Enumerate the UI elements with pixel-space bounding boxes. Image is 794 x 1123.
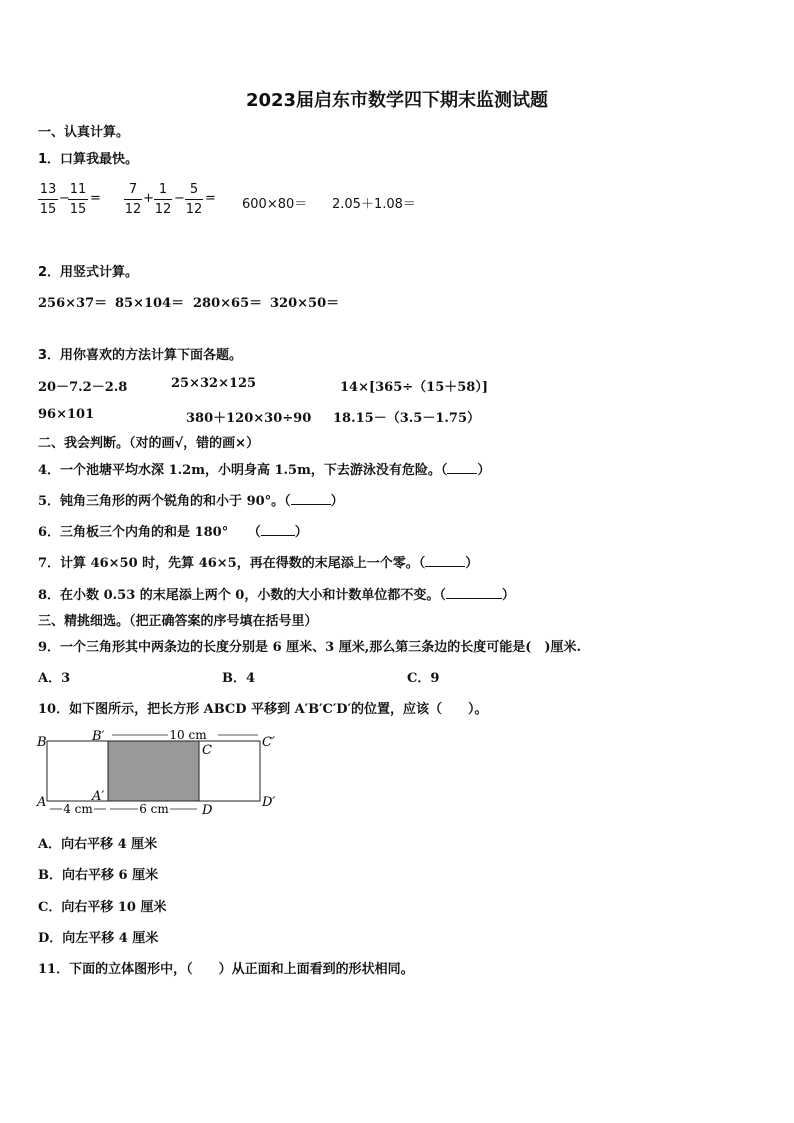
translation-diagram [30,724,290,824]
vertex-label-b: B [37,735,47,750]
question-9-option-c[interactable]: C．9 [407,671,440,686]
calc-item: 96×101 [38,407,95,422]
vertex-label-d: D [202,803,213,818]
question-6: 6．三角板三个内角的和是 180° （ ） [38,521,308,540]
vertex-label-a-prime: A′ [92,789,105,804]
calc-item: 380＋120×30÷90 [186,411,312,426]
fraction: 7 12 [124,182,142,217]
dimension-label-bottom: 6 cm [139,802,169,816]
equals-sign: = [205,191,216,206]
section-heading-1: 一、认真计算。 [38,125,130,140]
vertex-label-b-prime: B′ [92,729,105,744]
answer-blank[interactable] [447,460,477,474]
question-2-label: 2．用竖式计算。 [38,265,139,280]
vertical-calc-item: 256×37＝ [38,296,108,311]
fraction: 11 15 [69,182,87,217]
calc-item: 18.15－（3.5－1.75） [333,411,480,426]
answer-blank[interactable] [261,522,295,536]
vertical-calc-item: 280×65＝ [193,296,263,311]
answer-blank[interactable] [291,491,331,505]
equals-sign: = [90,191,101,206]
answer-blank[interactable] [425,553,465,567]
fraction: 1 12 [154,182,172,217]
overlap-shaded-region [108,741,199,801]
fraction: 13 15 [39,182,57,217]
question-10-option-b[interactable]: B．向右平移 6 厘米 [38,868,159,883]
operator: + [143,191,154,206]
question-5: 5．钝角三角形的两个锐角的和小于 90°。（ ） [38,490,344,509]
section-heading-3: 三、精挑细选。（把正确答案的序号填在括号里） [38,614,318,629]
calc-item: 14×[365÷（15＋58）] [340,380,488,395]
vertex-label-a: A [37,795,47,810]
vertical-calc-item: 85×104＝ [115,296,185,311]
operator: − [174,191,185,206]
fraction: 5 12 [185,182,203,217]
section-heading-2: 二、我会判断。（对的画√，错的画×） [38,436,260,451]
question-9-option-a[interactable]: A．3 [38,671,71,686]
page-title: 2023届启东市数学四下期末监测试题 [245,90,549,111]
expression-4: 2.05＋1.08＝ [332,197,416,212]
answer-blank[interactable] [446,585,502,599]
dimension-label-left: 4 cm [63,802,93,816]
dimension-label-top: 10 cm [169,728,207,742]
question-10-option-a[interactable]: A．向右平移 4 厘米 [38,837,158,852]
question-10-option-d[interactable]: D．向左平移 4 厘米 [38,931,159,946]
question-10-option-c[interactable]: C．向右平移 10 厘米 [38,900,167,915]
vertical-calc-item: 320×50＝ [270,296,340,311]
question-9: 9．一个三角形其中两条边的长度分别是 6 厘米、3 厘米,那么第三条边的长度可能是( )厘米. [38,640,582,655]
vertex-label-c: C [202,743,212,758]
vertex-label-d-prime: D′ [262,795,276,810]
question-11: 11．下面的立体图形中，（ ）从正面和上面看到的形状相同。 [38,962,414,977]
question-8: 8．在小数 0.53 的末尾添上两个 0，小数的大小和计数单位都不变。（ ） [38,584,515,603]
vertex-label-c-prime: C′ [262,735,275,750]
calc-item: 20－7.2－2.8 [38,380,128,395]
question-3-label: 3．用你喜欢的方法计算下面各题。 [38,348,243,363]
question-1-label: 1．口算我最快。 [38,152,139,167]
calc-item: 25×32×125 [171,376,257,391]
expression-3: 600×80＝ [242,197,308,212]
question-9-option-b[interactable]: B．4 [222,671,256,686]
question-4: 4．一个池塘平均水深 1.2m，小明身高 1.5m，下去游泳没有危险。（ ） [38,459,490,478]
question-10: 10．如下图所示，把长方形 ABCD 平移到 A′B′C′D′的位置，应该（ ）。 [38,702,488,717]
question-7: 7．计算 46×50 时，先算 46×5，再在得数的末尾添上一个零。（ ） [38,552,478,571]
operator: − [59,191,70,206]
